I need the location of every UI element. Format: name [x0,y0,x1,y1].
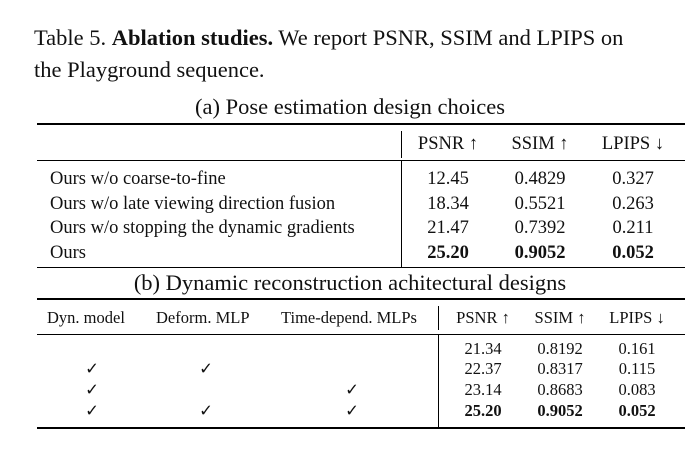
table-a-header-rule [37,160,685,161]
table-a-cell-lpips: 0.052 [612,243,654,263]
table-a-cell-ssim: 0.5521 [514,194,566,214]
table-b-cell-lpips: 0.115 [618,359,656,378]
table-b-header-deform-mlp: Deform. MLP [156,308,250,327]
table-b-header-psnr: PSNR ↑ [456,308,510,327]
table-a-header-ssim: SSIM ↑ [511,134,569,154]
table-a-cell-psnr: 12.45 [427,169,469,189]
table-a-header-lpips: LPIPS ↓ [601,134,665,154]
table-b-cell-ssim: 0.9052 [537,401,583,420]
table-a-body-separator [401,161,402,267]
table-a-cell-lpips: 0.263 [612,194,654,214]
table-b-header-separator [438,306,439,330]
table-a-row-label: Ours [50,243,86,263]
table-b-cell-psnr: 22.37 [464,359,502,378]
check-mark: ✓ [345,380,359,399]
table-b-header-ssim: SSIM ↑ [534,308,586,327]
table-a-header-psnr: PSNR ↑ [417,134,479,154]
table-b-header-dyn-model: Dyn. model [47,308,125,327]
table-b-cell-psnr: 23.14 [464,380,502,399]
table-b-cell-ssim: 0.8317 [537,359,583,378]
table-b-header-rule [37,334,685,335]
check-mark: ✓ [85,359,99,378]
table-b-cell-lpips: 0.083 [618,380,656,399]
table-b-top-rule [37,298,685,300]
table-caption [34,22,694,86]
check-mark: ✓ [199,401,213,420]
table-a-bottom-rule [37,267,685,268]
table-a-row-label: Ours w/o coarse-to-fine [50,169,226,189]
table-a-row-label: Ours w/o late viewing direction fusion [50,194,336,214]
caption-text: We report PSNR, SSIM and LPIPS on [278,25,624,50]
table-a-header-separator [401,131,402,158]
caption-line-2: the Playground sequence. [34,57,265,82]
table-a-top-rule [37,123,685,125]
table-b-header-time-mlps: Time-depend. MLPs [281,308,417,327]
table-a-cell-psnr: 21.47 [427,218,469,238]
check-mark: ✓ [345,401,359,420]
table-b-header-lpips: LPIPS ↓ [609,308,665,327]
table-a-cell-ssim: 0.4829 [514,169,566,189]
table-b-body-separator [438,335,439,427]
table-a-cell-lpips: 0.327 [612,169,654,189]
table-b-cell-psnr: 21.34 [464,339,502,358]
table-b-cell-ssim: 0.8683 [537,380,583,399]
table-a-cell-psnr: 25.20 [427,243,469,263]
table-a-title: (a) Pose estimation design choices [195,94,505,119]
check-mark: ✓ [199,359,213,378]
table-a-cell-ssim: 0.9052 [514,243,566,263]
table-b-cell-ssim: 0.8192 [537,339,583,358]
caption-line-1 [34,22,694,54]
table-b-bottom-rule [37,427,685,429]
caption-title: Ablation studies. [111,25,274,50]
table-a-cell-ssim: 0.7392 [514,218,566,238]
check-mark: ✓ [85,401,99,420]
table-b-cell-psnr: 25.20 [464,401,502,420]
check-mark: ✓ [85,380,99,399]
table-a-cell-psnr: 18.34 [427,194,469,214]
table-b-title: (b) Dynamic reconstruction achitectural designs [133,270,567,295]
table-b-cell-lpips: 0.161 [618,339,656,358]
table-b-cell-lpips: 0.052 [618,401,656,420]
table-a-cell-lpips: 0.211 [612,218,654,238]
caption-label: Table 5. [34,25,107,50]
table-a-row-label: Ours w/o stopping the dynamic gradients [50,218,355,238]
